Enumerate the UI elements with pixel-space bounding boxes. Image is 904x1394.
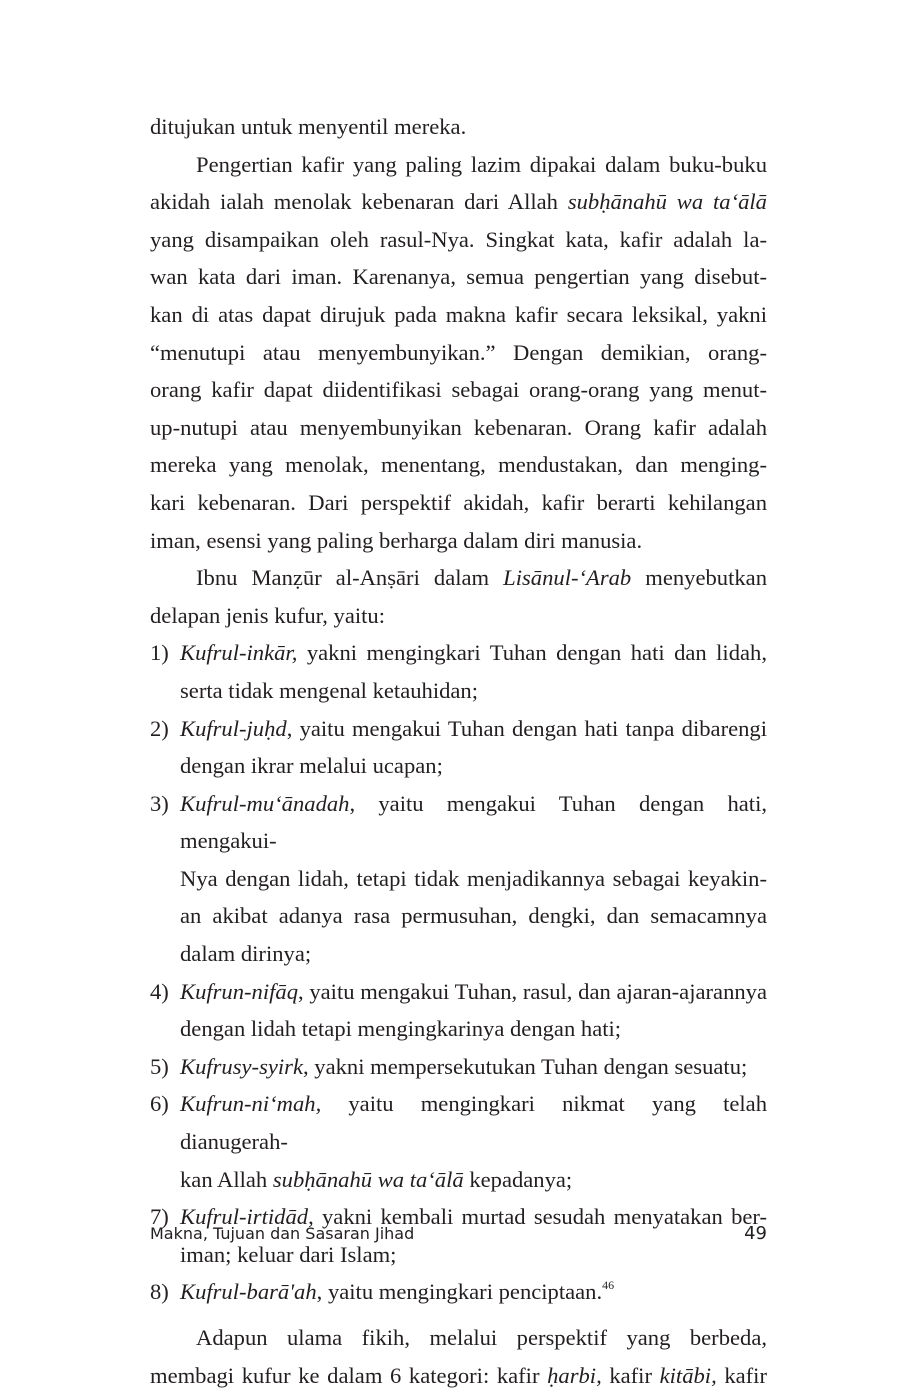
text-line: delapan jenis kufur, yaitu: [150,602,386,628]
list-item: 1) Kufrul-inkār, yakni mengingkari Tuhan dengan hati dan lidah, serta tidak mengenal ketauhidan; [150,634,767,709]
arabic-term: subḥānahū wa ta‘ālā [272,1166,464,1192]
list-number: 7) [150,1204,169,1230]
page-number: 49 [744,1223,767,1244]
text-line: orang kafir dapat diidentifikasi sebagai orang-orang yang menut- [150,377,767,403]
list-item: 8) Kufrul-barā'ah, yaitu mengingkari penciptaan.$^{46}$ [150,1273,767,1311]
list-item: 7) Kufrul-irtidād, yakni kembali murtad sesudah menyatakan ber- iman; keluar dari Islam; [150,1198,767,1273]
list-item: 2) Kufrul-juḥd, yaitu mengakui Tuhan dengan hati tanpa dibarengi dengan ikrar melalui ucapan; [150,710,767,785]
list-number: 2) [150,715,169,741]
page-body [150,108,767,1394]
list-number: 4) [150,978,169,1004]
text-line: yang disampaikan oleh rasul-Nya. Singkat kata, kafir adalah la- [150,226,767,252]
footnote-marker[interactable]: 46 [602,1278,615,1293]
list-number: 1) [150,640,169,666]
arabic-term: ḥarbi, [547,1362,602,1388]
kufur-term: Kufrul-irtidād [180,1204,309,1230]
text-line: ditujukan untuk menyentil mereka. [150,114,467,139]
text-line: kari kebenaran. Dari perspektif akidah, kafir berarti kehilangan [150,489,767,515]
book-title: Lisānul-‘Arab [503,565,632,591]
text-line: membagi kufur ke dalam 6 kategori: kafir ḥarbi, kafir kitābi, kafir [150,1362,767,1388]
running-title: Makna, Tujuan dan Sasaran Jihad [150,1224,415,1243]
kufur-term: Kufrul-mu‘ānadah [180,790,350,816]
text-line: iman, esensi yang paling berharga dalam diri manusia. [150,527,643,553]
list-number: 6) [150,1091,169,1117]
list-item: 4) Kufrun-nifāq, yaitu mengakui Tuhan, rasul, dan ajaran-ajarannya dengan lidah tetapi mengingkarinya dengan hati; [150,973,767,1048]
text-line: kan di atas dapat dirujuk pada makna kafir secara leksikal, yakni [150,301,767,327]
kufur-term: Kufrul-inkār, [180,640,298,666]
kufur-term: Kufrun-ni‘mah, [180,1091,322,1117]
list-item: 3) Kufrul-mu‘ānadah, yaitu mengakui Tuhan dengan hati, mengakui- Nya dengan lidah, tetapi tidak menjadikannya sebagai keyakin- an akibat adanya rasa permusuhan, dengki, dan semacamnya dalam dirinya; [150,785,767,973]
paragraph-first-line: Ibnu Manẓūr al-Anṣāri dalam Lisānul-‘Arab menyebutkan [196,565,767,591]
paragraph-first-line: Pengertian kafir yang paling lazim dipakai dalam buku-buku [196,151,767,177]
kufur-term: Kufrusy-syirk [180,1053,303,1079]
text-line: “menutupi atau menyembunyikan.” Dengan demikian, orang- [150,339,767,365]
list-item: 6) Kufrun-ni‘mah, yaitu mengingkari nikmat yang telah dianugerah- kan Allah subḥānahū wa ta‘ālā kepadanya; [150,1085,767,1198]
list-number: 5) [150,1053,169,1079]
arabic-term: subḥānahū wa ta‘ālā [567,189,767,215]
text-line: up-nutupi atau menyembunyikan kebenaran. Orang kafir adalah [150,414,767,440]
kufur-term: Kufrul-juḥd [180,715,287,741]
text-line: mereka yang menolak, menentang, mendustakan, dan menging- [150,452,767,478]
arabic-term: kitābi, [659,1362,717,1388]
list-item: 5) Kufrusy-syirk, yakni mempersekutukan Tuhan dengan sesuatu; [150,1048,767,1086]
paragraph-first-line: Adapun ulama fikih, melalui perspektif yang berbeda, [196,1325,767,1350]
kufur-term: Kufrul-barā'ah [180,1279,317,1305]
list-number: 3) [150,790,169,816]
text-line: akidah ialah menolak kebenaran dari Allah subḥānahū wa ta‘ālā [150,189,767,215]
kufur-term: Kufrun-nifāq [180,978,298,1004]
list-number: 8) [150,1279,169,1305]
text-line: wan kata dari iman. Karenanya, semua pengertian yang disebut- [150,264,767,290]
